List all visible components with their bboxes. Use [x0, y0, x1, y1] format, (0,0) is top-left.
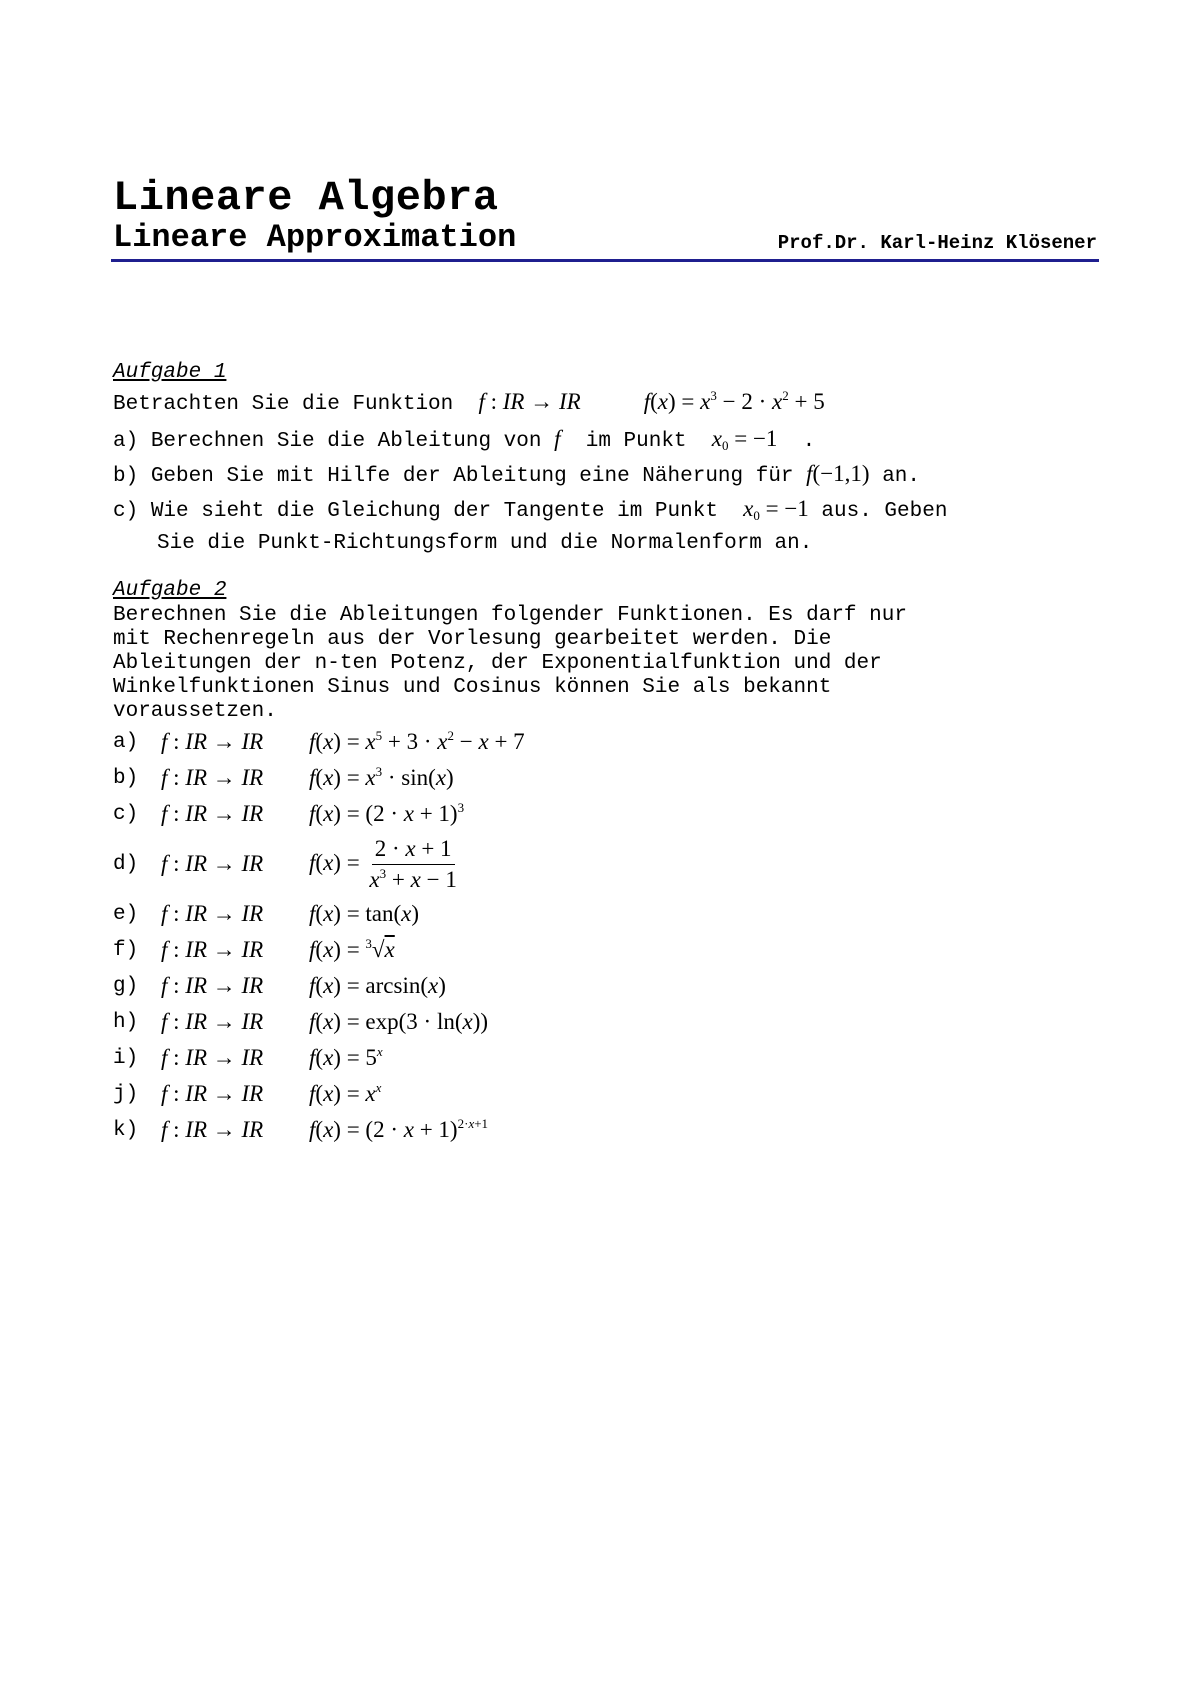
item-domain: f : IR → IR [161, 1009, 264, 1034]
task1-item-b [113, 458, 1093, 493]
item-text: aus. Geben [821, 500, 948, 523]
item-domain: f : IR → IR [161, 1117, 264, 1142]
task2-item-k [113, 1112, 1093, 1148]
item-domain: f : IR → IR [161, 1081, 264, 1106]
item-label: c) [113, 802, 139, 826]
item-domain: f : IR → IR [161, 729, 264, 754]
item-text: im Punkt [585, 430, 687, 453]
document-subtitle: Lineare Approximation [113, 219, 517, 256]
item-label: k) [113, 1118, 139, 1142]
item-math: f(−1,1) [806, 461, 870, 486]
intro-line: Winkelfunktionen Sinus und Cosinus können Sie als bekannt [113, 676, 832, 699]
item-text: . [802, 430, 816, 453]
item-math: $x_0 = -1$ [743, 496, 809, 523]
task1-domain: f [478, 389, 485, 414]
item-text: Geben Sie mit Hilfe der Ableitung eine Näherung für [150, 465, 794, 488]
fraction-denominator: $x^3 + x - 1$ [369, 865, 457, 892]
document-body [113, 360, 1093, 1148]
task2-item-e [113, 896, 1093, 932]
item-label: a) [113, 430, 139, 453]
item-formula: $f(x) = (2 \cdot x + 1)^3$ [309, 800, 465, 826]
task1-item-c [113, 493, 1093, 528]
fraction [369, 836, 456, 893]
task2-item-a [113, 724, 1093, 760]
task2-item-d [113, 832, 1093, 896]
document-header [113, 176, 1097, 256]
item-text: Berechnen Sie die Ableitung von [150, 430, 542, 453]
item-formula: f(x) = arcsin(x) [309, 973, 446, 998]
item-domain: f : IR → IR [161, 937, 264, 962]
item-formula: f(x) = $^3$√x [309, 936, 395, 962]
item-formula: $f(x) = x^x$ [309, 1080, 382, 1106]
item-text: an. [882, 465, 921, 488]
item-label: i) [113, 1046, 139, 1070]
item-formula: f(x) = exp(3 · ln(x)) [309, 1009, 489, 1034]
task2-item-b [113, 760, 1093, 796]
task1-item-c-cont [113, 528, 1093, 560]
item-domain: f : IR → IR [161, 801, 264, 826]
item-label: e) [113, 902, 139, 926]
task2-intro [113, 604, 1093, 724]
item-formula: $f(x) = x^5 + 3 \cdot x^2 - x + 7$ [309, 728, 525, 754]
item-domain: f : IR → IR [161, 765, 264, 790]
task1-function: $f(x) = x^3 - 2 \cdot x^2 + 5$ [643, 388, 825, 414]
item-label: d) [113, 852, 139, 876]
task2-item-c [113, 796, 1093, 832]
document-title: Lineare Algebra [113, 174, 499, 222]
item-label: h) [113, 1010, 139, 1034]
intro-line: mit Rechenregeln aus der Vorlesung gearbeitet werden. Die [113, 628, 832, 651]
fraction-numerator: 2 · x + 1 [372, 836, 455, 865]
task2-heading: Aufgabe 2 [113, 579, 227, 602]
item-label: g) [113, 974, 139, 998]
item-text: Sie die Punkt-Richtungsform und die Normalenform an. [157, 532, 813, 555]
task1-intro [113, 386, 1093, 421]
item-domain: f : IR → IR [161, 973, 264, 998]
item-label: b) [113, 465, 139, 488]
item-formula: $f(x) = x^3 \cdot \sin(x)$ [309, 764, 454, 790]
item-math: $x_0 = -1$ [711, 426, 778, 453]
intro-line: Berechnen Sie die Ableitungen folgender Funktionen. Es darf nur [113, 604, 907, 627]
item-domain: f : IR → IR [161, 901, 264, 926]
item-formula: f(x) = tan(x) [309, 901, 420, 926]
task1-intro-text: Betrachten Sie die Funktion [113, 393, 454, 416]
task2-item-i [113, 1040, 1093, 1076]
item-formula: f(x) = $\frac{2 \cdot x + 1}{x^3 + x - 1}$ [309, 835, 457, 892]
task1-item-a [113, 423, 1093, 458]
item-math: f [554, 426, 561, 451]
item-text: Wie sieht die Gleichung der Tangente im Punkt [150, 500, 718, 523]
header-rule [111, 259, 1099, 262]
item-domain: f : IR → IR [161, 1045, 264, 1070]
author: Prof.Dr. Karl-Heinz Klösener [777, 232, 1097, 254]
task2-item-h [113, 1004, 1093, 1040]
item-label: j) [113, 1082, 139, 1106]
task2-item-f [113, 932, 1093, 968]
item-formula: $f(x) = 5^x$ [309, 1044, 383, 1070]
item-domain: f : IR → IR [161, 851, 264, 876]
task1-domain-rest: : IR → IR [484, 389, 581, 414]
task2-item-g [113, 968, 1093, 1004]
item-label: c) [113, 500, 139, 523]
item-label: a) [113, 730, 139, 754]
item-label: f) [113, 938, 139, 962]
task1-heading: Aufgabe 1 [113, 361, 227, 384]
task2-item-j [113, 1076, 1093, 1112]
item-formula: $f(x) = (2 \cdot x + 1)^{2\cdot x+1}$ [309, 1116, 489, 1142]
intro-line: Ableitungen der n-ten Potenz, der Exponentialfunktion und der [113, 652, 882, 675]
item-label: b) [113, 766, 139, 790]
intro-line: voraussetzen. [113, 700, 277, 723]
